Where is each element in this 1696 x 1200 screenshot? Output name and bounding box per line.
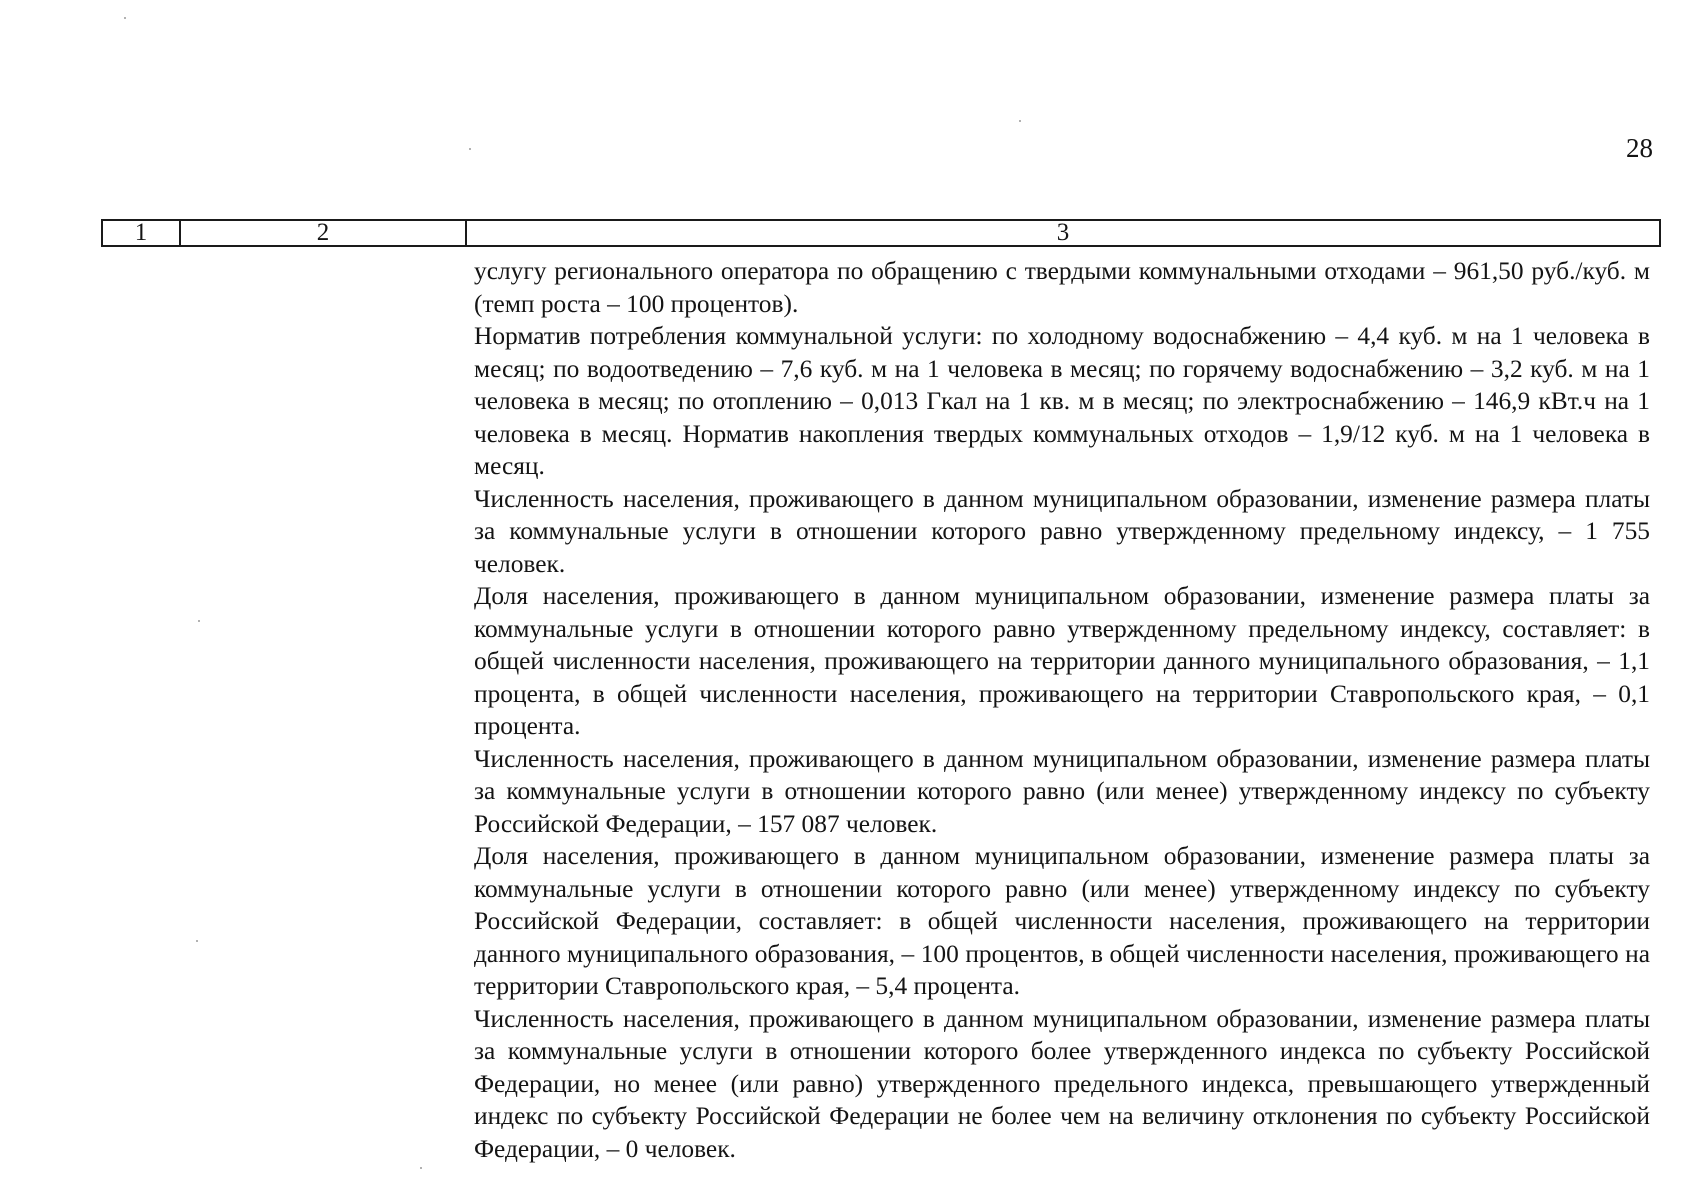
scan-speck [420,1167,422,1169]
paragraph-population-above-regional-index: Численность населения, проживающего в данном муниципальном образовании, изменение размера платы за коммунальные услуги в отношении которого более утвержденного индекса по субъекту Российской Федерации, но менее (или равно) утвержденного предельного индекса, превышающего утвержденный индекс по субъекту Российской Федерации не более чем на величину отклонения по субъекту Российской Федерации, – 0 человек. [474,1004,1650,1163]
scan-speck [1019,120,1021,122]
paragraph-share-equal-limit-index: Доля населения, проживающего в данном муниципальном образовании, изменение размера платы за коммунальные услуги в отношении которого равно утвержденному предельному индексу, составляет: в общей численности населения, проживающего на территории данного муниципального образования, – 1,1 процента, в общей численности населения, проживающего на территории Ставропольского края, – 0,1 процента. [474,582,1650,740]
paragraph-tariff-continuation: услугу регионального оператора по обращению с твердыми коммунальными отходами – 961,50 руб./куб. м (темп роста – 100 процентов). [474,257,1650,318]
scan-speck [469,148,471,150]
page-number: 28 [1626,133,1653,163]
paragraph-population-equal-limit-index: Численность населения, проживающего в данном муниципальном образовании, изменение размера платы за коммунальные услуги в отношении которого равно утвержденному предельному индексу, – 1 755 человек. [474,484,1650,578]
paragraph-share-equal-or-less-regional-index: Доля населения, проживающего в данном муниципальном образовании, изменение размера платы за коммунальные услуги в отношении которого равно (или менее) утвержденному индексу по субъекту Российской Федерации, составляет: в общей численности населения, проживающего на территории данного муниципального образования, – 100 процентов, в общей численности населения, проживающего на территории Ставропольского края, – 5,4 процента. [474,842,1650,1000]
scan-speck [124,17,126,19]
paragraph-population-equal-or-less-regional-index: Численность населения, проживающего в данном муниципальном образовании, изменение размера платы за коммунальные услуги в отношении которого равно (или менее) утвержденному индексу по субъекту Российской Федерации, – 157 087 человек. [474,744,1650,838]
column-number-3: 3 [1056,219,1070,246]
scan-speck [196,940,198,942]
scan-speck [198,620,200,622]
column-number-header-row [101,219,1661,247]
column-3-text [474,255,1650,1165]
column-number-1: 1 [103,221,181,245]
paragraph-consumption-norms: Норматив потребления коммунальной услуги: по холодному водоснабжению – 4,4 куб. м на 1 человека в месяц; по водоотведению – 7,6 куб. м на 1 человека в месяц; по горячему водоснабжению – 3,2 куб. м на 1 человека в месяц; по отоплению – 0,013 Гкал на 1 кв. м в месяц; по электроснабжению – 146,9 кВт.ч на 1 человека в месяц. Норматив накопления твердых коммунальных отходов – 1,9/12 куб. м на 1 человека в месяц. [474,322,1650,480]
column-number-2: 2 [181,221,467,245]
